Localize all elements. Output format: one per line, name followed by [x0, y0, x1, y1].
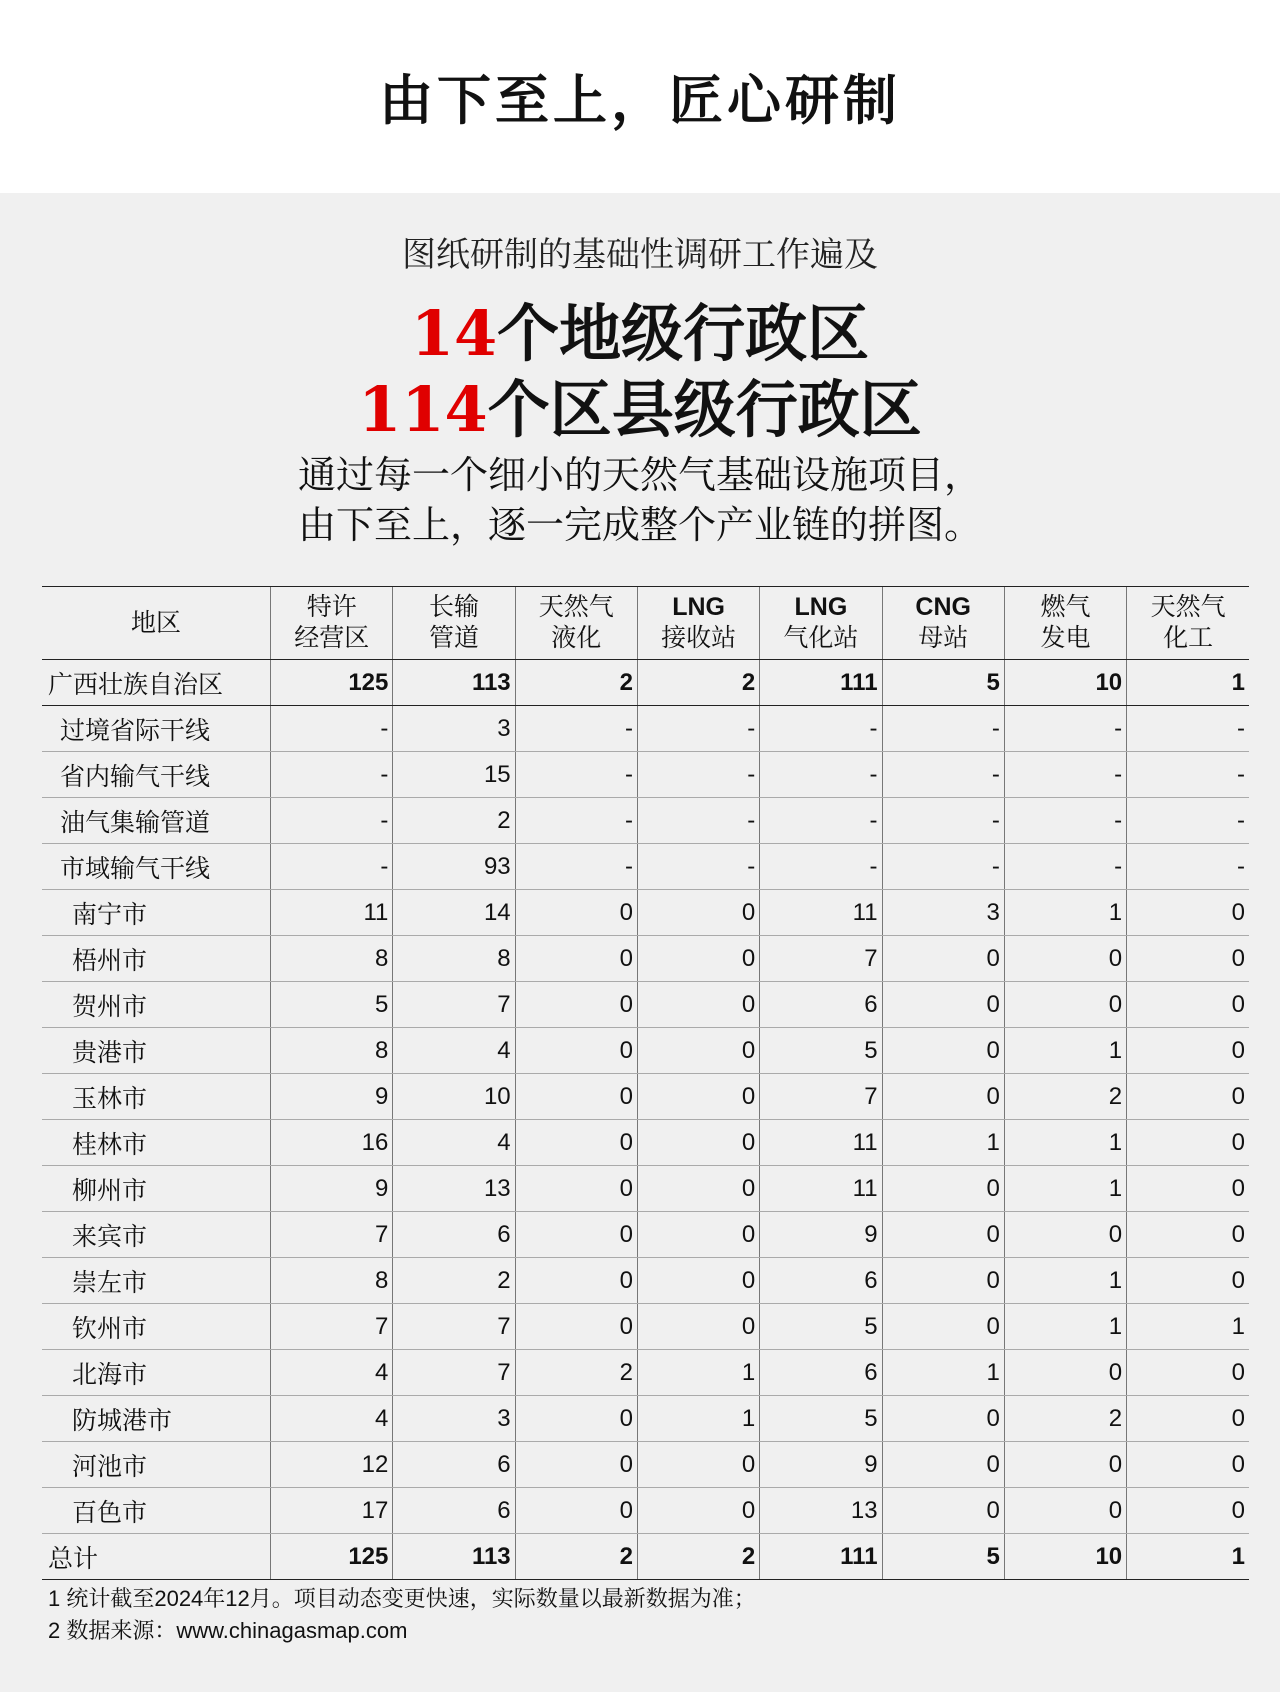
value-cell: -: [882, 706, 1004, 752]
value-cell: 0: [1004, 1442, 1126, 1488]
value-cell: 1: [1004, 1258, 1126, 1304]
column-header: [42, 587, 271, 660]
value-cell: 5: [760, 1396, 882, 1442]
value-cell: 7: [271, 1304, 393, 1350]
region-name-cell: 油气集输管道: [42, 798, 271, 844]
value-cell: 113: [393, 1534, 515, 1580]
region-name-cell: 广西壮族自治区: [42, 660, 271, 706]
value-cell: 7: [393, 982, 515, 1028]
value-cell: 0: [882, 1166, 1004, 1212]
value-cell: 125: [271, 1534, 393, 1580]
value-cell: 0: [882, 1396, 1004, 1442]
value-cell: 0: [637, 1212, 759, 1258]
column-header-line: 液化: [551, 624, 602, 652]
value-cell: 7: [393, 1304, 515, 1350]
column-header-line: LNG: [672, 593, 725, 621]
table-row: [42, 982, 1249, 1028]
value-cell: -: [760, 844, 882, 890]
value-cell: 0: [515, 1488, 637, 1534]
value-cell: 1: [882, 1120, 1004, 1166]
value-cell: 0: [882, 1028, 1004, 1074]
value-cell: 1: [1004, 890, 1126, 936]
infrastructure-table: [42, 586, 1249, 1580]
column-header: [1127, 587, 1249, 660]
region-name-cell: 省内输气干线: [42, 752, 271, 798]
table-row: [42, 752, 1249, 798]
region-name-cell: 柳州市: [42, 1166, 271, 1212]
value-cell: 9: [760, 1212, 882, 1258]
column-header-line: 经营区: [294, 624, 370, 652]
value-cell: -: [760, 798, 882, 844]
value-cell: -: [637, 844, 759, 890]
value-cell: 0: [515, 1120, 637, 1166]
column-header-line: 长输: [429, 593, 480, 621]
table-row: [42, 936, 1249, 982]
region-name-cell: 市域输气干线: [42, 844, 271, 890]
column-header-line: 天然气: [1150, 593, 1226, 621]
value-cell: 0: [515, 1258, 637, 1304]
value-cell: 5: [271, 982, 393, 1028]
table-row: [42, 1120, 1249, 1166]
value-cell: 0: [882, 1304, 1004, 1350]
value-cell: -: [1004, 798, 1126, 844]
column-header: [393, 587, 515, 660]
value-cell: 6: [760, 982, 882, 1028]
column-header-line: 天然气: [538, 593, 614, 621]
value-cell: -: [1004, 844, 1126, 890]
region-name-cell: 防城港市: [42, 1396, 271, 1442]
value-cell: 0: [515, 1304, 637, 1350]
value-cell: 6: [760, 1350, 882, 1396]
column-header-line: 管道: [429, 624, 480, 652]
value-cell: 0: [1127, 1350, 1249, 1396]
value-cell: 0: [1004, 1350, 1126, 1396]
value-cell: -: [1127, 706, 1249, 752]
value-cell: 1: [1127, 1304, 1249, 1350]
value-cell: 8: [271, 936, 393, 982]
value-cell: -: [637, 706, 759, 752]
value-cell: 7: [393, 1350, 515, 1396]
value-cell: 0: [637, 1074, 759, 1120]
value-cell: -: [515, 752, 637, 798]
value-cell: 0: [882, 1074, 1004, 1120]
column-header-line: 地区: [131, 608, 182, 637]
region-name-cell: 百色市: [42, 1488, 271, 1534]
value-cell: 2: [637, 1534, 759, 1580]
main-content: [0, 193, 1280, 1692]
column-header: [1004, 587, 1126, 660]
value-cell: -: [637, 752, 759, 798]
intro-line: 图纸研制的基础性调研工作遍及: [402, 235, 878, 275]
county-count: 114: [358, 373, 488, 446]
prefecture-count-text: 个地级行政区: [497, 297, 870, 370]
value-cell: -: [1004, 706, 1126, 752]
value-cell: 0: [515, 1028, 637, 1074]
region-name-cell: 梧州市: [42, 936, 271, 982]
value-cell: 0: [882, 1212, 1004, 1258]
value-cell: 0: [1127, 1258, 1249, 1304]
value-cell: 2: [637, 660, 759, 706]
value-cell: 1: [1004, 1304, 1126, 1350]
value-cell: 0: [1004, 1212, 1126, 1258]
value-cell: 1: [1127, 1534, 1249, 1580]
value-cell: 2: [515, 1350, 637, 1396]
region-name-cell: 贵港市: [42, 1028, 271, 1074]
value-cell: 15: [393, 752, 515, 798]
table-row: [42, 1488, 1249, 1534]
value-cell: 16: [271, 1120, 393, 1166]
region-name-cell: 钦州市: [42, 1304, 271, 1350]
table-row: [42, 1212, 1249, 1258]
value-cell: 2: [1004, 1074, 1126, 1120]
value-cell: 5: [882, 1534, 1004, 1580]
value-cell: 0: [1127, 1442, 1249, 1488]
value-cell: 4: [393, 1120, 515, 1166]
value-cell: 7: [271, 1212, 393, 1258]
value-cell: 7: [760, 1074, 882, 1120]
value-cell: 10: [393, 1074, 515, 1120]
table-row: [42, 1442, 1249, 1488]
total-row: [42, 1534, 1249, 1580]
value-cell: 1: [1127, 660, 1249, 706]
value-cell: 0: [882, 936, 1004, 982]
column-header-line: CNG: [915, 593, 971, 621]
prefecture-count-heading: [0, 296, 1280, 372]
value-cell: 2: [393, 1258, 515, 1304]
table-row: [42, 890, 1249, 936]
value-cell: -: [271, 844, 393, 890]
value-cell: 0: [515, 1396, 637, 1442]
value-cell: -: [271, 798, 393, 844]
value-cell: 9: [271, 1166, 393, 1212]
column-header-line: LNG: [794, 593, 848, 621]
value-cell: 11: [760, 1166, 882, 1212]
value-cell: -: [882, 844, 1004, 890]
table-row: [42, 660, 1249, 706]
value-cell: 1: [1004, 1028, 1126, 1074]
region-name-cell: 崇左市: [42, 1258, 271, 1304]
table-row: [42, 1258, 1249, 1304]
value-cell: 0: [1127, 1120, 1249, 1166]
value-cell: 113: [393, 660, 515, 706]
value-cell: 0: [1004, 936, 1126, 982]
header-banner: [0, 0, 1280, 193]
page-title: 由下至上，匠心研制: [379, 69, 901, 132]
value-cell: 0: [1127, 1212, 1249, 1258]
value-cell: 0: [515, 1212, 637, 1258]
value-cell: 0: [637, 1488, 759, 1534]
footnotes: [48, 1583, 756, 1647]
value-cell: 13: [393, 1166, 515, 1212]
prefecture-count: 14: [410, 297, 498, 370]
region-name-cell: 总计: [42, 1534, 271, 1580]
value-cell: 0: [637, 936, 759, 982]
value-cell: 9: [760, 1442, 882, 1488]
value-cell: 6: [393, 1442, 515, 1488]
value-cell: 0: [882, 1442, 1004, 1488]
value-cell: 0: [637, 1258, 759, 1304]
value-cell: 0: [515, 890, 637, 936]
value-cell: 2: [1004, 1396, 1126, 1442]
value-cell: 3: [882, 890, 1004, 936]
value-cell: 93: [393, 844, 515, 890]
description-line-2: 由下至上，逐一完成整个产业链的拼图。: [297, 503, 982, 547]
value-cell: 0: [637, 1120, 759, 1166]
value-cell: -: [271, 752, 393, 798]
value-cell: -: [882, 798, 1004, 844]
value-cell: 0: [637, 1166, 759, 1212]
value-cell: 10: [1004, 660, 1126, 706]
column-header: [637, 587, 759, 660]
region-name-cell: 过境省际干线: [42, 706, 271, 752]
value-cell: 0: [1004, 982, 1126, 1028]
value-cell: 0: [637, 1304, 759, 1350]
value-cell: 4: [271, 1396, 393, 1442]
value-cell: 1: [882, 1350, 1004, 1396]
footnote-1: 1 统计截至2024年12月。项目动态变更快速，实际数量以最新数据为准；: [48, 1586, 756, 1611]
column-header: [760, 587, 882, 660]
value-cell: -: [637, 798, 759, 844]
table-row: [42, 844, 1249, 890]
value-cell: 0: [515, 1166, 637, 1212]
value-cell: 4: [271, 1350, 393, 1396]
column-header-line: 发电: [1040, 624, 1091, 652]
value-cell: 2: [393, 798, 515, 844]
column-header: [882, 587, 1004, 660]
value-cell: 14: [393, 890, 515, 936]
value-cell: -: [515, 706, 637, 752]
value-cell: 111: [760, 660, 882, 706]
table-row: [42, 706, 1249, 752]
value-cell: -: [515, 844, 637, 890]
footnote-2: 2 数据来源：www.chinagasmap.com: [48, 1618, 408, 1643]
value-cell: 2: [515, 1534, 637, 1580]
value-cell: 0: [637, 890, 759, 936]
value-cell: 0: [1127, 982, 1249, 1028]
value-cell: -: [1127, 752, 1249, 798]
value-cell: -: [760, 752, 882, 798]
value-cell: 0: [1127, 1166, 1249, 1212]
value-cell: 1: [637, 1350, 759, 1396]
value-cell: 0: [637, 1442, 759, 1488]
value-cell: -: [1004, 752, 1126, 798]
value-cell: 1: [1004, 1120, 1126, 1166]
column-header-line: 接收站: [661, 624, 737, 652]
value-cell: 0: [1127, 1028, 1249, 1074]
table-row: [42, 1166, 1249, 1212]
value-cell: 0: [1004, 1488, 1126, 1534]
value-cell: 0: [1127, 1488, 1249, 1534]
county-count-text: 个区县级行政区: [487, 373, 922, 446]
value-cell: 0: [882, 1258, 1004, 1304]
table-row: [42, 1396, 1249, 1442]
value-cell: 6: [393, 1212, 515, 1258]
region-name-cell: 南宁市: [42, 890, 271, 936]
region-name-cell: 来宾市: [42, 1212, 271, 1258]
column-header-line: 燃气: [1040, 593, 1091, 621]
value-cell: 0: [1127, 936, 1249, 982]
value-cell: 4: [393, 1028, 515, 1074]
description-line-1: 通过每一个细小的天然气基础设施项目，: [297, 453, 982, 497]
value-cell: 0: [515, 1074, 637, 1120]
value-cell: -: [882, 752, 1004, 798]
region-name-cell: 北海市: [42, 1350, 271, 1396]
value-cell: 5: [760, 1028, 882, 1074]
table-row: [42, 1074, 1249, 1120]
region-name-cell: 桂林市: [42, 1120, 271, 1166]
value-cell: 0: [515, 1442, 637, 1488]
value-cell: 8: [271, 1258, 393, 1304]
region-name-cell: 河池市: [42, 1442, 271, 1488]
region-name-cell: 贺州市: [42, 982, 271, 1028]
table-body: [42, 660, 1249, 1580]
column-header-line: 母站: [918, 624, 969, 652]
value-cell: 2: [515, 660, 637, 706]
value-cell: 12: [271, 1442, 393, 1488]
value-cell: 11: [760, 890, 882, 936]
value-cell: 0: [882, 1488, 1004, 1534]
value-cell: 0: [637, 1028, 759, 1074]
value-cell: 6: [393, 1488, 515, 1534]
value-cell: 0: [637, 982, 759, 1028]
value-cell: 0: [1127, 1396, 1249, 1442]
value-cell: 8: [271, 1028, 393, 1074]
value-cell: 9: [271, 1074, 393, 1120]
column-header-line: 特许: [306, 593, 357, 621]
value-cell: -: [271, 706, 393, 752]
value-cell: 7: [760, 936, 882, 982]
value-cell: 3: [393, 1396, 515, 1442]
value-cell: 0: [1127, 1074, 1249, 1120]
value-cell: 1: [637, 1396, 759, 1442]
value-cell: -: [1127, 844, 1249, 890]
value-cell: 0: [515, 936, 637, 982]
value-cell: 10: [1004, 1534, 1126, 1580]
value-cell: 1: [1004, 1166, 1126, 1212]
table-row: [42, 1350, 1249, 1396]
value-cell: 13: [760, 1488, 882, 1534]
value-cell: 125: [271, 660, 393, 706]
value-cell: 5: [760, 1304, 882, 1350]
value-cell: -: [760, 706, 882, 752]
column-header: [271, 587, 393, 660]
county-count-heading: [0, 372, 1280, 448]
table-row: [42, 1304, 1249, 1350]
value-cell: -: [515, 798, 637, 844]
value-cell: 11: [760, 1120, 882, 1166]
table-row: [42, 1028, 1249, 1074]
column-header: [515, 587, 637, 660]
region-name-cell: 玉林市: [42, 1074, 271, 1120]
value-cell: 0: [1127, 890, 1249, 936]
column-header-line: 化工: [1163, 624, 1214, 652]
value-cell: -: [1127, 798, 1249, 844]
value-cell: 6: [760, 1258, 882, 1304]
value-cell: 0: [882, 982, 1004, 1028]
value-cell: 111: [760, 1534, 882, 1580]
table-row: [42, 798, 1249, 844]
value-cell: 3: [393, 706, 515, 752]
value-cell: 17: [271, 1488, 393, 1534]
column-header-line: 气化站: [783, 624, 859, 652]
value-cell: 11: [271, 890, 393, 936]
value-cell: 8: [393, 936, 515, 982]
value-cell: 0: [515, 982, 637, 1028]
table-header-row: [42, 587, 1249, 660]
value-cell: 5: [882, 660, 1004, 706]
